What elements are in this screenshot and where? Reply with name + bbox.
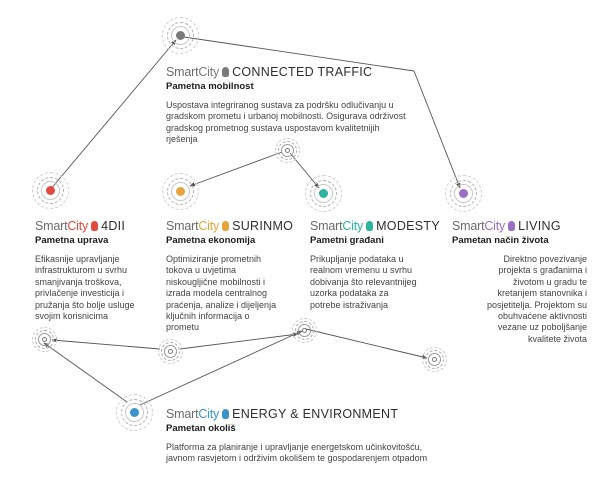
section-description <box>452 254 587 345</box>
brand-smart: Smart <box>166 407 199 421</box>
section-name: ENERGY & ENVIRONMENT <box>232 407 399 421</box>
link-surinmo-small <box>190 152 282 186</box>
section-living <box>452 219 587 345</box>
description-line: prometu <box>166 322 200 333</box>
section-description <box>310 254 440 311</box>
section-subtitle: Pametna mobilnost <box>166 81 254 92</box>
section-heading <box>166 407 486 422</box>
link-left-mid <box>52 340 160 349</box>
description-line: ključnih informacija o <box>166 311 250 322</box>
description-line: Platforma za planiranje i upravljanje energetskom učinkovitošću, <box>166 442 423 452</box>
section-subtitle: Pametan okoliš <box>166 423 236 434</box>
section-subtitle: Pametna uprava <box>35 235 109 246</box>
description-line: javnom rasvjetom i održivim okolišem te gospodarenjem otpadom <box>166 453 428 464</box>
link-left-bottom <box>44 343 127 402</box>
section-connected-traffic <box>166 65 446 146</box>
description-line: projekta s građanima i <box>498 265 587 276</box>
description-line: pružanja što bolje usluge <box>35 299 135 310</box>
brand-smart: Smart <box>166 65 199 79</box>
description-line: praćenja, analize i dijeljenja <box>166 299 277 310</box>
description-line: uzorka podataka za <box>310 288 389 299</box>
description-line: tokova u uvjetima <box>166 265 237 276</box>
description-line: posjetitelja. Projektom su <box>486 299 587 310</box>
section-modesty <box>310 219 440 311</box>
smartcity-logo-icon <box>222 409 229 419</box>
smartcity-logo-icon <box>222 221 229 231</box>
description-line: kretanjem stanovnika i <box>497 288 587 299</box>
section-name: 4DII <box>101 219 126 233</box>
link-right-living <box>306 329 427 358</box>
brand-smart: Smart <box>452 219 485 233</box>
description-line: kvalitete života <box>527 333 587 344</box>
section-name: SURINMO <box>232 219 294 233</box>
section-subtitle: Pametna ekonomija <box>166 235 256 246</box>
description-line: realnom vremenu u svrhu <box>310 265 413 276</box>
smartcity-logo-icon <box>222 67 229 77</box>
description-line: smanjivanja troškova, <box>35 276 122 287</box>
description-line: privlačenje investicija i <box>35 288 125 299</box>
section-name: LIVING <box>518 219 561 233</box>
description-line: potrebe istraživanja <box>310 299 389 310</box>
section-subtitle: Pametan način života <box>452 235 549 246</box>
section-name: CONNECTED TRAFFIC <box>232 65 373 79</box>
brand-smart: Smart <box>310 219 343 233</box>
smartcity-logo-icon <box>508 221 515 231</box>
section-heading <box>310 219 440 234</box>
section-heading <box>166 65 446 80</box>
description-line: svojim korisnicima <box>35 311 109 322</box>
section-heading <box>166 219 301 234</box>
smartcity-logo-icon <box>91 221 98 231</box>
section-surinmo <box>166 219 301 334</box>
link-4dii-connected <box>50 40 176 190</box>
description-line: životom u gradu te <box>512 276 587 287</box>
brand-city: City <box>484 219 506 233</box>
brand-city: City <box>198 407 220 421</box>
brand-city: City <box>198 219 220 233</box>
description-line: vezane uz poboljšanje <box>497 322 587 333</box>
description-line: Prikupljanje podataka u <box>310 254 404 264</box>
section-energy-environment <box>166 407 486 465</box>
description-line: Efikasnije upravljanje <box>35 254 120 264</box>
section-4dii <box>35 219 163 322</box>
section-description <box>35 254 163 322</box>
brand-city: City <box>67 219 89 233</box>
description-line: gradskom prometu i urbanoj mobilnosti. Osigurava održivost <box>166 111 406 122</box>
section-description <box>166 254 301 334</box>
link-mid-right <box>180 334 298 349</box>
section-subtitle: Pametni građani <box>310 235 384 246</box>
description-line: Optimiziranje prometnih <box>166 254 262 264</box>
description-line: Uspostava integriranog sustava za podršku odlučivanju u <box>166 100 394 110</box>
description-line: niskougljične mobilnosti i <box>166 276 266 287</box>
brand-city: City <box>342 219 364 233</box>
description-line: infrastrukturom u svrhu <box>35 265 128 276</box>
description-line: Direktno povezivanje <box>503 254 587 264</box>
description-line: obuhvaćene aktivnosti <box>497 311 587 322</box>
smartcity-logo-icon <box>366 221 373 231</box>
description-line: izrada modela centralnog <box>166 288 268 299</box>
section-name: MODESTY <box>376 219 440 233</box>
section-heading <box>452 219 587 234</box>
description-line: dobivanja što relevantnijeg <box>310 276 417 287</box>
section-description <box>166 442 486 465</box>
section-description <box>166 100 446 146</box>
section-heading <box>35 219 163 234</box>
brand-smart: Smart <box>35 219 68 233</box>
description-line: gradskog prometnog sustava uspostavom kvalitetnijih <box>166 122 380 133</box>
brand-smart: Smart <box>166 219 199 233</box>
description-line: rješenja <box>166 134 198 145</box>
brand-city: City <box>198 65 220 79</box>
